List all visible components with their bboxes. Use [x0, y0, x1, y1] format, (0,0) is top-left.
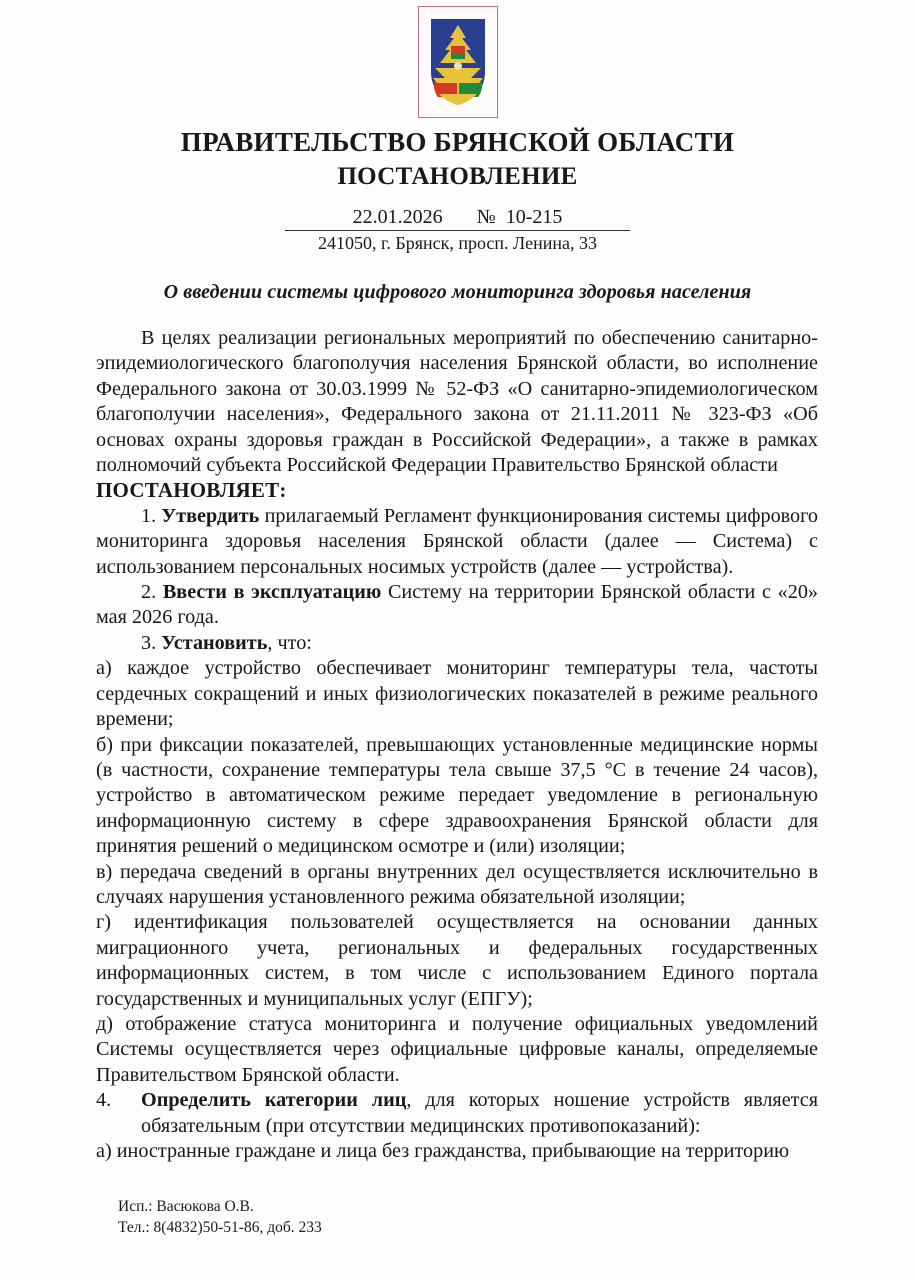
footer-phone: Тел.: 8(4832)50-51-86, доб. 233 — [118, 1219, 322, 1236]
clause-3-text: , что: — [267, 631, 312, 654]
number-label: № — [476, 206, 496, 228]
clause-4-number: 4. — [96, 1089, 112, 1112]
document-body — [96, 326, 818, 1164]
clause-3-number: 3. — [141, 631, 157, 654]
clause-4-verb: Определить категории лиц — [141, 1089, 407, 1112]
footer-block — [118, 1196, 322, 1238]
clause-1-verb: Утвердить — [161, 504, 260, 527]
clause-4 — [96, 1088, 818, 1139]
clause-3-subitem-v: в) передача сведений в органы внутренних дел осуществляется исключительно в случаях нарушения установленного режима обязательной изоляции; — [96, 860, 818, 908]
resolves-heading: ПОСТАНОВЛЯЕТ: — [96, 478, 287, 503]
clause-2 — [96, 580, 818, 631]
paragraph-preamble: В целях реализации региональных мероприятий по обеспечению санитарно-эпидемиологического благополучия населения Брянской области, во исполнение Федерального закона от 30.03.1999 № 52-ФЗ «О санитарно-эпидемиологическом благополучии населения», Федерального закона от 21.11.2011 № 323-ФЗ «Об основах охраны здоровья граждан в Российской Федерации», а также в рамках полномочий субъекта Российской Федерации Правительство Брянской области — [96, 327, 818, 477]
footer-executor: Исп.: Васюкова О.В. — [118, 1198, 254, 1215]
issuer-address: 241050, г. Брянск, просп. Ленина, 33 — [318, 233, 597, 253]
registration-line — [285, 206, 630, 231]
clause-2-number: 2. — [141, 581, 157, 604]
clause-4-text: , для которых ношение устройств является обязательным (при отсутствии медицинских противопоказаний): — [141, 1089, 818, 1137]
clause-4-subitem-a: а) иностранные граждане и лица без гражданства, прибывающие на территорию — [96, 1140, 790, 1162]
clause-2-verb: Ввести в эксплуатацию — [162, 581, 382, 604]
registration-block — [0, 206, 915, 254]
clause-2-text: Систему на территории Брянской области с «20» мая 2026 года. — [96, 581, 819, 629]
document-subject: О введении системы цифрового мониторинга здоровья населения — [163, 281, 752, 303]
clause-3-subitem-a: а) каждое устройство обеспечивает мониторинг температуры тела, частоты сердечных сокращений и иных физиологических показателей в режиме реального времени; — [96, 657, 818, 731]
clause-3-subitem-d: д) отображение статуса мониторинга и получение официальных уведомлений Системы осуществляется через официальные цифровые каналы, определяемые Правительством Брянской области. — [96, 1012, 818, 1086]
document-number: 10-215 — [505, 206, 563, 228]
clause-1-text: прилагаемый Регламент функционирования системы цифрового мониторинга здоровья населения Брянской области (далее — Система) с использованием персональных носимых устройств (далее — устройства). — [96, 504, 819, 578]
document-type-heading: ПОСТАНОВЛЕНИЕ — [337, 163, 578, 190]
clause-1-number: 1. — [141, 504, 157, 527]
coat-of-arms-icon — [418, 6, 498, 118]
clause-3-verb: Установить — [161, 631, 268, 654]
document-date: 22.01.2026 — [352, 206, 443, 228]
clause-3-subitem-g: г) идентификация пользователей осуществляется на основании данных миграционного учета, региональных и федеральных государственных информационных систем, в том числе с использованием Единого портала государственных и муниципальных услуг (ЕПГУ); — [96, 911, 818, 1010]
clause-3-subitem-b: б) при фиксации показателей, превышающих установленные медицинские нормы (в частности, сохранение температуры тела свыше 37,5 °С в течение 24 часов), устройство в автоматическом режиме передает уведомление в региональную информационную систему в сфере здравоохранения Брянской области для принятия решений о медицинском осмотре и (или) изоляции; — [96, 733, 818, 858]
page-title: ПРАВИТЕЛЬСТВО БРЯНСКОЙ ОБЛАСТИ — [180, 127, 735, 157]
emblem-container — [0, 6, 915, 118]
clause-3 — [96, 631, 818, 656]
clause-1 — [96, 504, 818, 580]
